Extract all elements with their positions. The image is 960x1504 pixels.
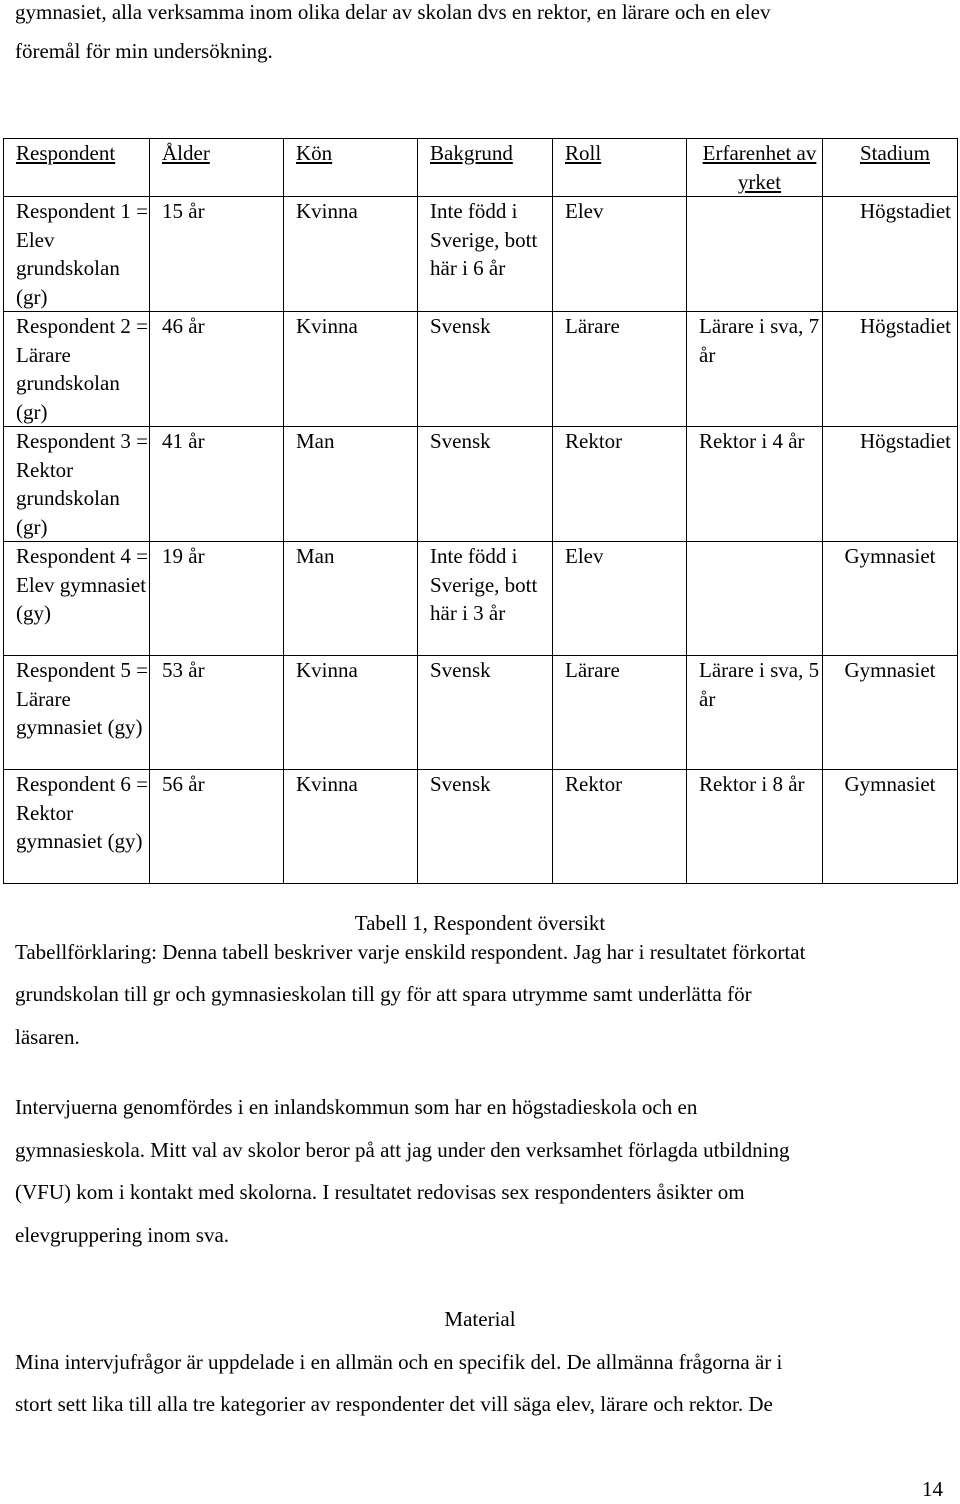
cell-gender: Man: [284, 427, 418, 542]
cell-role: Elev: [553, 542, 687, 656]
table-row: [4, 427, 958, 542]
header-stage: Stadium: [823, 139, 958, 197]
cell-age: 15 år: [150, 197, 284, 312]
cell-respondent: Respondent 4 = Elev gymnasiet (gy): [4, 542, 150, 656]
cell-experience: Lärare i sva, 5 år: [687, 656, 823, 770]
header-age: Ålder: [150, 139, 284, 197]
section-heading: Material: [444, 1307, 516, 1331]
header-gender: Kön: [284, 139, 418, 197]
cell-gender: Kvinna: [284, 197, 418, 312]
material-line-1: Mina intervjufrågor är uppdelade i en allmän och en specifik del. De allmänna frågorna är i: [15, 1350, 783, 1374]
header-respondent: Respondent: [4, 139, 150, 197]
cell-background: Svensk: [418, 427, 553, 542]
cell-role: Elev: [553, 197, 687, 312]
cell-experience: Rektor i 8 år: [687, 770, 823, 884]
cell-background: Svensk: [418, 656, 553, 770]
respondent-table: [3, 138, 958, 884]
paragraph-line-1: Intervjuerna genomfördes i en inlandskommun som har en högstadieskola och en: [15, 1095, 698, 1119]
paragraph-line-2: gymnasieskola. Mitt val av skolor beror på att jag under den verksamhet förlagda utbildning: [15, 1138, 790, 1162]
paragraph-line-4: elevgruppering inom sva.: [15, 1223, 230, 1247]
cell-respondent: Respondent 3 = Rektor grundskolan (gr): [4, 427, 150, 542]
header-role: Roll: [553, 139, 687, 197]
table-row: [4, 770, 958, 884]
table-row: [4, 656, 958, 770]
explanation-line-3: läsaren.: [15, 1025, 80, 1049]
header-background: Bakgrund: [418, 139, 553, 197]
cell-respondent: Respondent 5 = Lärare gymnasiet (gy): [4, 656, 150, 770]
table-row: [4, 197, 958, 312]
table-row: [4, 312, 958, 427]
cell-respondent: Respondent 1 = Elev grundskolan (gr): [4, 197, 150, 312]
cell-respondent: Respondent 2 = Lärare grundskolan (gr): [4, 312, 150, 427]
cell-experience: Lärare i sva, 7 år: [687, 312, 823, 427]
cell-gender: Kvinna: [284, 656, 418, 770]
cell-stage: Gymnasiet: [823, 542, 958, 656]
cell-stage: Gymnasiet: [823, 656, 958, 770]
cell-gender: Kvinna: [284, 312, 418, 427]
material-line-2: stort sett lika till alla tre kategorier av respondenter det vill säga elev, lärare och rektor. De: [15, 1392, 773, 1416]
cell-stage: Högstadiet: [823, 312, 958, 427]
intro-line-1: gymnasiet, alla verksamma inom olika delar av skolan dvs en rektor, en lärare och en elev: [15, 0, 771, 24]
cell-stage: Högstadiet: [823, 197, 958, 312]
cell-role: Rektor: [553, 770, 687, 884]
cell-experience: Rektor i 4 år: [687, 427, 823, 542]
cell-age: 41 år: [150, 427, 284, 542]
cell-stage: Högstadiet: [823, 427, 958, 542]
cell-age: 53 år: [150, 656, 284, 770]
cell-role: Lärare: [553, 656, 687, 770]
page-number: 14: [922, 1477, 943, 1501]
cell-experience: [687, 542, 823, 656]
table-header-row: [4, 139, 958, 197]
intro-line-2: föremål för min undersökning.: [15, 39, 273, 63]
cell-age: 19 år: [150, 542, 284, 656]
cell-background: Inte född i Sverige, bott här i 3 år: [418, 542, 553, 656]
cell-background: Svensk: [418, 312, 553, 427]
table-caption: Tabell 1, Respondent översikt: [354, 911, 606, 935]
cell-age: 56 år: [150, 770, 284, 884]
cell-experience: [687, 197, 823, 312]
header-experience: Erfarenhet av yrket: [687, 139, 823, 197]
cell-age: 46 år: [150, 312, 284, 427]
cell-background: Svensk: [418, 770, 553, 884]
explanation-line-2: grundskolan till gr och gymnasieskolan till gy för att spara utrymme samt underlätta för: [15, 982, 752, 1006]
cell-background: Inte född i Sverige, bott här i 6 år: [418, 197, 553, 312]
cell-stage: Gymnasiet: [823, 770, 958, 884]
cell-gender: Kvinna: [284, 770, 418, 884]
paragraph-line-3: (VFU) kom i kontakt med skolorna. I resultatet redovisas sex respondenters åsikter om: [15, 1180, 745, 1204]
cell-role: Rektor: [553, 427, 687, 542]
table-row: [4, 542, 958, 656]
cell-respondent: Respondent 6 = Rektor gymnasiet (gy): [4, 770, 150, 884]
cell-role: Lärare: [553, 312, 687, 427]
explanation-line-1: Tabellförklaring: Denna tabell beskriver varje enskild respondent. Jag har i resultatet förkortat: [15, 940, 806, 964]
cell-gender: Man: [284, 542, 418, 656]
